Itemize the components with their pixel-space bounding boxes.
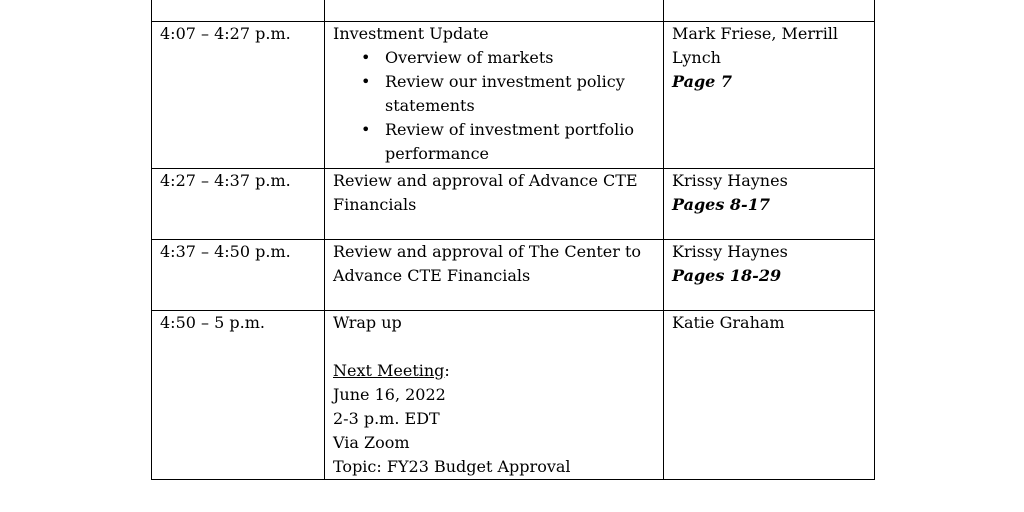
next-meeting-topic: Topic: FY23 Budget Approval [333,457,571,476]
item-cell [325,22,664,169]
page-reference: Pages 18-29 [672,266,782,285]
next-meeting-colon: : [444,361,450,380]
next-meeting-time: 2-3 p.m. EDT [333,409,440,428]
next-meeting-location: Via Zoom [333,433,410,452]
page-reference: Pages 8-17 [672,195,770,214]
item-title: Wrap up [333,313,402,332]
table-row [152,311,875,480]
bullet-item: • Review our investment policy statements [361,72,625,115]
presenter-name: Mark Friese, Merrill Lynch [672,24,839,67]
item-title: Review and approval of The Center to Advance CTE Financials [333,242,642,285]
presenter-cell [664,240,875,311]
item-cell [325,240,664,311]
presenter-name: Krissy Haynes [672,171,788,190]
time-text: 4:07 – 4:27 p.m. [160,24,291,43]
time-text: 4:50 – 5 p.m. [160,313,265,332]
table-row [152,169,875,240]
bullet-icon: • [361,72,371,91]
item-cell [325,0,664,22]
presenter-cell [664,169,875,240]
bullet-item: • Review of investment portfolio performance [361,120,634,163]
time-cell [152,240,325,311]
time-cell [152,311,325,480]
next-meeting-heading [333,359,655,383]
time-text: 4:27 – 4:37 p.m. [160,171,291,190]
next-meeting-date: June 16, 2022 [333,385,446,404]
presenter-cell [664,311,875,480]
bullet-list [333,46,655,166]
time-cell [152,0,325,22]
presenter-cell [664,22,875,169]
table-row [152,240,875,311]
table-row [152,22,875,169]
bullet-item: • Overview of markets [361,46,655,70]
presenter-name: Katie Graham [672,313,785,332]
bullet-icon: • [361,120,371,139]
item-title: Investment Update [333,24,489,43]
presenter-name: Krissy Haynes [672,242,788,261]
presenter-cell [664,0,875,22]
time-cell [152,22,325,169]
item-cell [325,311,664,480]
time-cell [152,169,325,240]
table-row-previous [152,0,875,22]
item-title: Review and approval of Advance CTE Financials [333,171,638,214]
bullet-icon: • [361,48,371,67]
agenda-table [151,0,875,480]
item-cell [325,169,664,240]
page-reference: Page 7 [672,72,733,91]
spacer [333,335,655,359]
next-meeting-label: Next Meeting [333,361,445,380]
time-text: 4:37 – 4:50 p.m. [160,242,291,261]
